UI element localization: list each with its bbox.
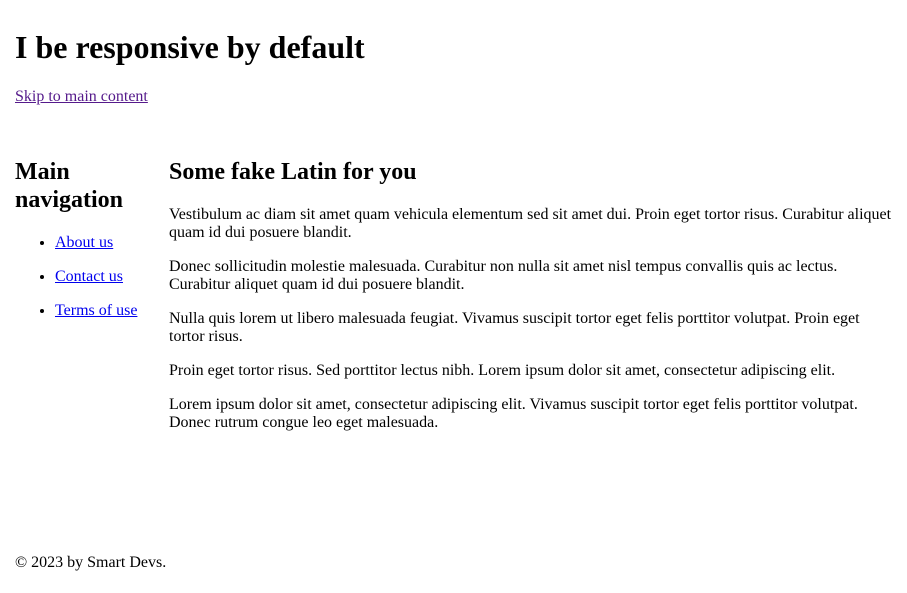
page-title: I be responsive by default (15, 29, 365, 65)
paragraph: Nulla quis lorem ut libero malesuada feugiat. Vivamus suscipit tortor eget felis porttitor volutpat. Proin eget tortor risus. (169, 310, 860, 345)
skip-to-main-link[interactable]: Skip to main content (15, 88, 148, 105)
nav-item-terms (55, 302, 155, 320)
main-navigation (15, 158, 155, 336)
nav-item-contact (55, 268, 155, 286)
about-us-link[interactable]: About us (55, 234, 114, 251)
page-header (15, 28, 895, 66)
nav-list (15, 234, 155, 320)
paragraph: Proin eget tortor risus. Sed porttitor lectus nibh. Lorem ipsum dolor sit amet, consectetur adipiscing elit. (169, 362, 836, 379)
main-title: Some fake Latin for you (169, 159, 417, 185)
contact-us-link[interactable]: Contact us (55, 268, 123, 285)
paragraph: Vestibulum ac diam sit amet quam vehicula elementum sed sit amet dui. Proin eget tortor risus. Curabitur aliquet quam id dui posuere blandit. (169, 206, 892, 241)
page-footer (15, 553, 166, 572)
sidebar-title: Main navigation (15, 159, 124, 213)
paragraph: Donec sollicitudin molestie malesuada. Curabitur non nulla sit amet nisl tempus convallis quis ac lectus. Curabitur aliquet quam id dui posuere blandit. (169, 258, 838, 293)
nav-item-about (55, 234, 155, 252)
terms-of-use-link[interactable]: Terms of use (55, 302, 138, 319)
copyright-text: © 2023 by Smart Devs. (15, 554, 167, 571)
main-content (169, 158, 897, 432)
paragraph: Lorem ipsum dolor sit amet, consectetur adipiscing elit. Vivamus suscipit tortor eget felis porttitor volutpat. Donec rutrum congue leo eget malesuada. (169, 396, 858, 431)
